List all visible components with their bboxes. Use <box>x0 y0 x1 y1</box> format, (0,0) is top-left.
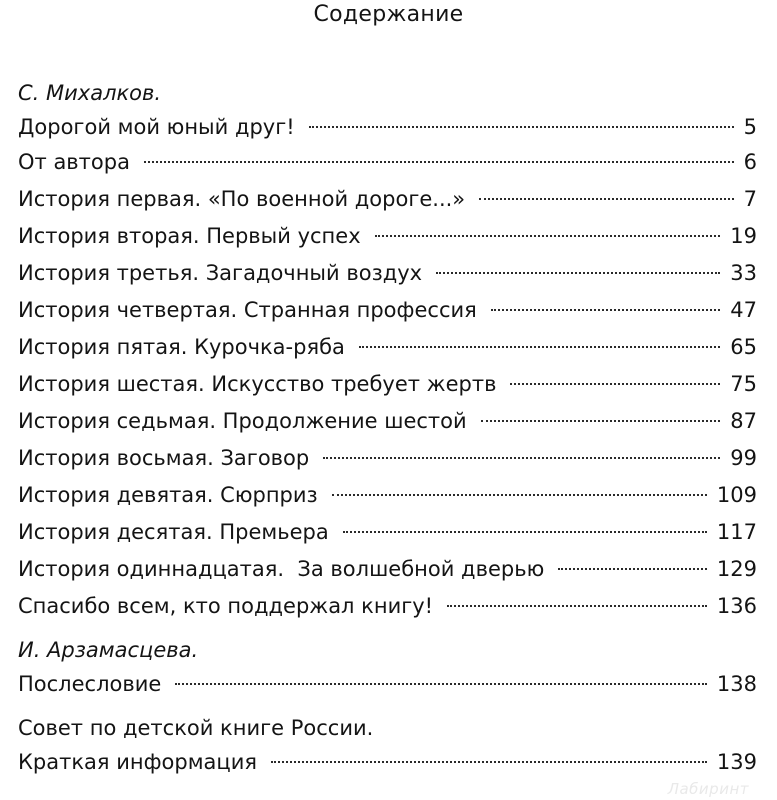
entry-title: Спасибо всем, кто поддержал книгу! <box>18 594 434 618</box>
entry-title: История четвертая. Странная профессия <box>18 298 477 322</box>
page-number: 138 <box>716 672 757 696</box>
entry-title: История десятая. Премьера <box>18 520 329 544</box>
author-name: С. Михалков. <box>18 81 162 105</box>
entry-title: История шестая. Искусство требует жертв <box>18 372 497 396</box>
dot-leader <box>447 605 707 607</box>
page-number: 19 <box>730 224 757 248</box>
toc-entry[interactable] <box>18 366 757 403</box>
entry-title: История седьмая. Продолжение шестой <box>18 409 467 433</box>
dot-leader <box>558 568 707 570</box>
entry-title: Дорогой мой юный друг! <box>18 115 295 139</box>
dot-leader <box>323 457 720 459</box>
toc-entry[interactable] <box>18 144 757 181</box>
toc-entry[interactable] <box>18 588 757 625</box>
page-number: 129 <box>716 557 757 581</box>
entry-title: Краткая информация <box>18 750 257 774</box>
page-number: 139 <box>716 750 757 774</box>
entry-title: История первая. «По военной дороге...» <box>18 187 466 211</box>
dot-leader <box>491 309 720 311</box>
toc-entry[interactable] <box>18 514 757 551</box>
entry-title: История девятая. Сюрприз <box>18 483 318 507</box>
toc-entry[interactable] <box>18 403 757 440</box>
dot-leader <box>144 161 734 163</box>
entry-title: История третья. Загадочный воздух <box>18 261 423 285</box>
toc-entry[interactable] <box>18 110 757 144</box>
dot-leader <box>271 761 707 763</box>
page-number: 47 <box>730 298 757 322</box>
author-name: И. Арзамасцева. <box>18 638 199 662</box>
toc-entry[interactable] <box>18 551 757 588</box>
page-number: 136 <box>716 594 757 618</box>
toc-entry[interactable] <box>18 218 757 255</box>
dot-leader <box>375 235 721 237</box>
entry-title: Послесловие <box>18 672 162 696</box>
toc-entry[interactable] <box>18 667 757 701</box>
dot-leader <box>175 683 707 685</box>
dot-leader <box>343 531 707 533</box>
page-number: 5 <box>743 115 757 139</box>
page-title: Содержание <box>313 2 464 27</box>
entry-title: История пятая. Курочка-ряба <box>18 335 345 359</box>
page-number: 33 <box>730 261 757 285</box>
entry-title: От автора <box>18 150 130 174</box>
page-number: 6 <box>743 150 757 174</box>
toc-entry[interactable] <box>18 745 757 779</box>
dot-leader <box>481 420 721 422</box>
page-number: 87 <box>730 409 757 433</box>
toc-entry[interactable] <box>18 255 757 292</box>
section-heading: Совет по детской книге России. <box>18 716 374 740</box>
page-number: 117 <box>716 520 757 544</box>
toc-entry[interactable] <box>18 440 757 477</box>
dot-leader <box>479 198 733 200</box>
entry-title: История одиннадцатая. За волшебной дверью <box>18 557 545 581</box>
page-number: 99 <box>730 446 757 470</box>
page-number: 7 <box>743 187 757 211</box>
toc-entry[interactable] <box>18 181 757 218</box>
dot-leader <box>332 494 707 496</box>
page-number: 109 <box>716 483 757 507</box>
dot-leader <box>510 383 720 385</box>
entry-title: История вторая. Первый успех <box>18 224 361 248</box>
dot-leader <box>309 126 734 128</box>
table-of-contents <box>18 76 757 779</box>
toc-entry[interactable] <box>18 329 757 366</box>
toc-entry[interactable] <box>18 292 757 329</box>
toc-entry[interactable] <box>18 477 757 514</box>
dot-leader <box>436 272 720 274</box>
entry-title: История восьмая. Заговор <box>18 446 310 470</box>
page-number: 75 <box>730 372 757 396</box>
page-number: 65 <box>730 335 757 359</box>
watermark-logo: Лабиринт <box>667 780 749 798</box>
dot-leader <box>359 346 720 348</box>
